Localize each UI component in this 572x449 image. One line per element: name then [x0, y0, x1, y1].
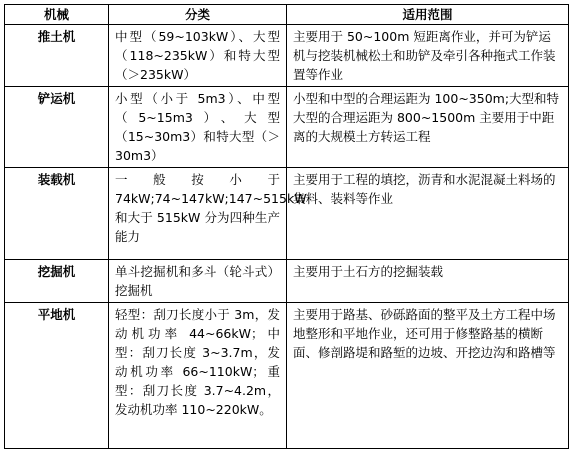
machine-name: 挖掘机 — [5, 260, 109, 303]
machine-name: 铲运机 — [5, 87, 109, 168]
machine-category: 一般按小于74kW;74~147kW;147~515kW 和大于 515kW 分为四种生产能力 — [109, 168, 287, 260]
machine-name: 装载机 — [5, 168, 109, 260]
header-machine: 机械 — [5, 5, 109, 25]
machine-scope: 小型和中型的合理运距为 100~350m;大型和特大型的合理运距为 800~1500m 主要用于中距离的大规模土方转运工程 — [287, 87, 569, 168]
header-scope: 适用范围 — [287, 5, 569, 25]
table-row — [5, 87, 569, 168]
machine-scope: 主要用于土石方的挖掘装载 — [287, 260, 569, 303]
machine-category: 小型（小于 5m3）、中型（5~15m3）、大型（15~30m3）和特大型（＞30m3） — [109, 87, 287, 168]
machinery-table — [4, 4, 569, 449]
machine-scope: 主要用于路基、砂砾路面的整平及土方工程中场地整形和平地作业，还可用于修整路基的横断面、修剖路堤和路堑的边坡、开挖边沟和路槽等 — [287, 303, 569, 449]
table-row — [5, 303, 569, 449]
machine-category: 单斗挖掘机和多斗（轮斗式）挖掘机 — [109, 260, 287, 303]
machine-name: 平地机 — [5, 303, 109, 449]
header-row — [5, 5, 569, 25]
table-row — [5, 260, 569, 303]
header-category: 分类 — [109, 5, 287, 25]
table-row — [5, 168, 569, 260]
machine-category: 中型（59~103kW）、大型（118~235kW）和特大型（＞235kW） — [109, 25, 287, 87]
table-row — [5, 25, 569, 87]
machine-category: 轻型：刮刀长度小于 3m，发动机功率 44~66kW；中型：刮刀长度 3~3.7m，发动机功率 66~110kW；重型：刮刀长度 3.7~4.2m，发动机功率 110~220kW。 — [109, 303, 287, 449]
machine-scope: 主要用于 50~100m 短距离作业，并可为铲运机与挖装机械松土和助铲及牵引各种拖式工作装置等作业 — [287, 25, 569, 87]
machine-scope: 主要用于工程的填挖，沥青和水泥混凝土料场的集料、装料等作业 — [287, 168, 569, 260]
machine-name: 推土机 — [5, 25, 109, 87]
